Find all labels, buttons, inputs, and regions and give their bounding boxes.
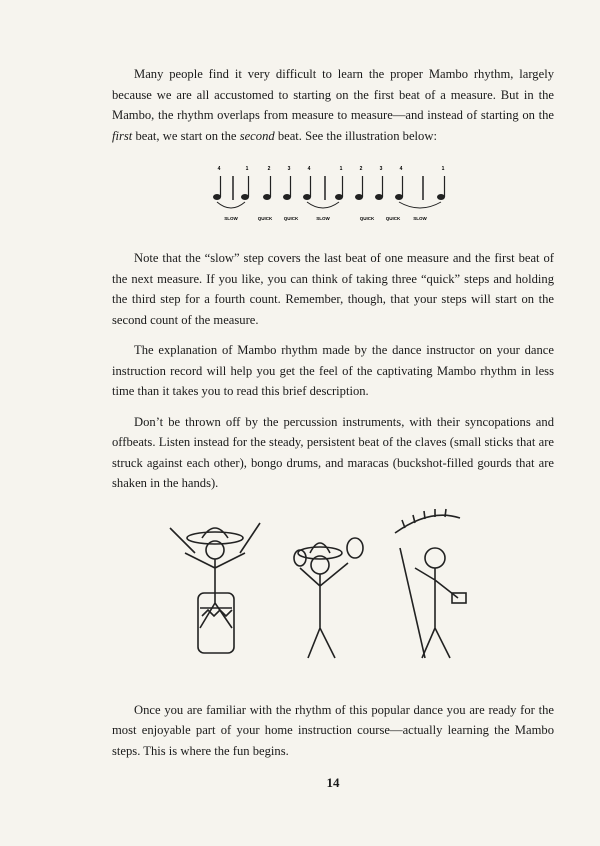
- maracas-player-figure: [294, 538, 363, 658]
- page-number: 14: [326, 775, 340, 790]
- drummer-figure: [170, 523, 260, 653]
- paragraph-slow-step: Note that the “slow” step covers the last beat of one measure and the first beat of the next measure. If you like, you can think of taking three “quick” steps and holding the third step for a fourth count. Remember, though, that your steps will start on the second count of the measure.: [112, 251, 554, 327]
- beat-number: 4: [307, 166, 311, 172]
- slur-arc: [399, 202, 441, 208]
- paragraph-percussion: Don’t be thrown off by the percussion instruments, with their syncopations and offbeats. Listen instead for the steady, persistent beat of the claves (small sticks that are struck against each other), bongo drums, and maracas (buckshot-filled gourds that are shaken in the hands).: [112, 414, 554, 490]
- rhythm-notation-illustration: [205, 164, 460, 224]
- step-label: QUICK: [257, 216, 273, 221]
- slur-arc: [307, 202, 339, 208]
- beat-number: 2: [359, 166, 363, 172]
- step-label: SLOW: [316, 216, 330, 221]
- beat-number: 2: [267, 166, 271, 172]
- beat-number: 1: [245, 166, 249, 172]
- beat-number: 4: [217, 166, 221, 172]
- quarter-note-head: [241, 194, 249, 200]
- quarter-note-head: [355, 194, 363, 200]
- step-label: QUICK: [385, 216, 401, 221]
- beat-number: 1: [339, 166, 343, 172]
- beat-number: 3: [287, 166, 291, 172]
- musicians-illustration: [160, 508, 520, 688]
- beat-number: 4: [399, 166, 403, 172]
- quarter-note-head: [437, 194, 445, 200]
- claves-player-figure: [395, 509, 466, 658]
- quarter-note-head: [303, 194, 311, 200]
- beat-number: 3: [379, 166, 383, 172]
- paragraph-intro: Many people find it very difficult to learn the proper Mambo rhythm, largely because we are all accustomed to starting on the first beat of a measure. But in the Mambo, the rhythm overlaps from measure to measure—and instead of starting on the first beat, we start on the second beat. See the illustration below:: [112, 67, 554, 143]
- step-label: SLOW: [224, 216, 238, 221]
- page-body: [112, 64, 554, 791]
- quarter-note-head: [395, 194, 403, 200]
- step-label: SLOW: [413, 216, 427, 221]
- quarter-note-head: [335, 194, 343, 200]
- step-label: QUICK: [283, 216, 299, 221]
- slur-arc: [217, 202, 245, 208]
- quarter-note-head: [213, 194, 221, 200]
- paragraph-conclusion: Once you are familiar with the rhythm of this popular dance you are ready for the most enjoyable part of your home instruction course—actually learning the Mambo steps. This is where the fun begins.: [112, 702, 554, 758]
- quarter-note-head: [375, 194, 383, 200]
- quarter-note-head: [263, 194, 271, 200]
- paragraph-explanation: The explanation of Mambo rhythm made by the dance instructor on your dance instruction record will help you get the feel of the captivating Mambo rhythm in less time than it takes you to read this brief description.: [112, 343, 554, 398]
- beat-number: 1: [441, 166, 445, 172]
- step-label: QUICK: [359, 216, 375, 221]
- quarter-note-head: [283, 194, 291, 200]
